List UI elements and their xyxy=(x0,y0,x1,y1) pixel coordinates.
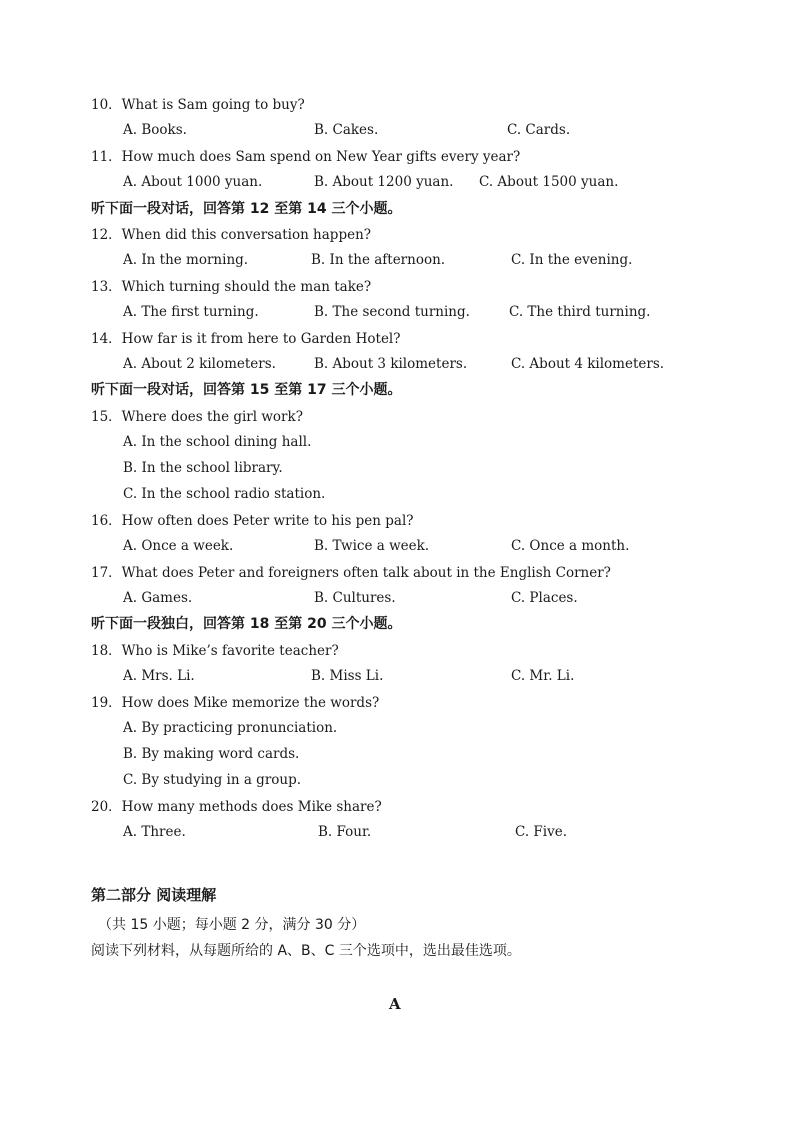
part2-direction: 阅读下列材料，从每题所给的 A、B、C 三个选项中，选出最佳选项。 xyxy=(91,943,521,959)
q19-option-a: A. By practicing pronunciation. xyxy=(123,720,338,736)
q10-option-c: C. Cards. xyxy=(507,122,571,138)
q12-option-c: C. In the evening. xyxy=(511,252,633,268)
q16-option-a: A. Once a week. xyxy=(123,538,234,554)
q20-option-b: B. Four. xyxy=(318,824,372,840)
question-18: 18．Who is Mike’s favorite teacher? xyxy=(91,643,339,659)
q14-option-a: A. About 2 kilometers. xyxy=(123,356,276,372)
part2-title: 第二部分 阅读理解 xyxy=(91,886,217,904)
q13-option-c: C. The third turning. xyxy=(509,304,651,320)
q17-option-b: B. Cultures. xyxy=(314,590,396,606)
q20-option-c: C. Five. xyxy=(515,824,568,840)
q15-option-b: B. In the school library. xyxy=(123,460,283,476)
question-14: 14．How far is it from here to Garden Hotel? xyxy=(91,331,401,347)
passage-label: A xyxy=(389,995,401,1013)
question-11: 11．How much does Sam spend on New Year gifts every year? xyxy=(91,149,521,165)
section-instruction-2: 听下面一段对话，回答第 15 至第 17 三个小题。 xyxy=(91,382,402,398)
q15-option-c: C. In the school radio station. xyxy=(123,486,326,502)
section-instruction-3: 听下面一段独白，回答第 18 至第 20 三个小题。 xyxy=(91,616,402,632)
question-19: 19．How does Mike memorize the words? xyxy=(91,695,380,711)
q13-option-a: A. The first turning. xyxy=(123,304,259,320)
question-16: 16．How often does Peter write to his pen pal? xyxy=(91,513,414,529)
question-17: 17．What does Peter and foreigners often talk about in the English Corner? xyxy=(91,565,611,581)
q16-option-c: C. Once a month. xyxy=(511,538,630,554)
q10-option-a: A. Books. xyxy=(123,122,187,138)
q17-option-c: C. Places. xyxy=(511,590,578,606)
q19-option-c: C. By studying in a group. xyxy=(123,772,302,788)
question-13: 13．Which turning should the man take? xyxy=(91,279,372,295)
q20-option-a: A. Three. xyxy=(123,824,186,840)
question-20: 20．How many methods does Mike share? xyxy=(91,799,382,815)
section-instruction-1: 听下面一段对话，回答第 12 至第 14 三个小题。 xyxy=(91,201,402,217)
q18-option-b: B. Miss Li. xyxy=(311,668,384,684)
q17-option-a: A. Games. xyxy=(123,590,193,606)
question-12: 12．When did this conversation happen? xyxy=(91,227,372,243)
q11-option-a: A. About 1000 yuan. xyxy=(123,174,263,190)
part2-score-note: （共 15 小题；每小题 2 分，满分 30 分） xyxy=(98,917,366,933)
q18-option-a: A. Mrs. Li. xyxy=(123,668,195,684)
q13-option-b: B. The second turning. xyxy=(314,304,470,320)
q19-option-b: B. By making word cards. xyxy=(123,746,300,762)
q11-option-b: B. About 1200 yuan. xyxy=(314,174,454,190)
question-10: 10．What is Sam going to buy? xyxy=(91,97,305,113)
q16-option-b: B. Twice a week. xyxy=(314,538,430,554)
q14-option-b: B. About 3 kilometers. xyxy=(314,356,468,372)
q15-option-a: A. In the school dining hall. xyxy=(123,434,312,450)
q12-option-b: B. In the afternoon. xyxy=(311,252,446,268)
q18-option-c: C. Mr. Li. xyxy=(511,668,575,684)
q14-option-c: C. About 4 kilometers. xyxy=(511,356,665,372)
q12-option-a: A. In the morning. xyxy=(123,252,249,268)
q10-option-b: B. Cakes. xyxy=(314,122,379,138)
question-15: 15．Where does the girl work? xyxy=(91,409,303,425)
q11-option-c: C. About 1500 yuan. xyxy=(479,174,619,190)
